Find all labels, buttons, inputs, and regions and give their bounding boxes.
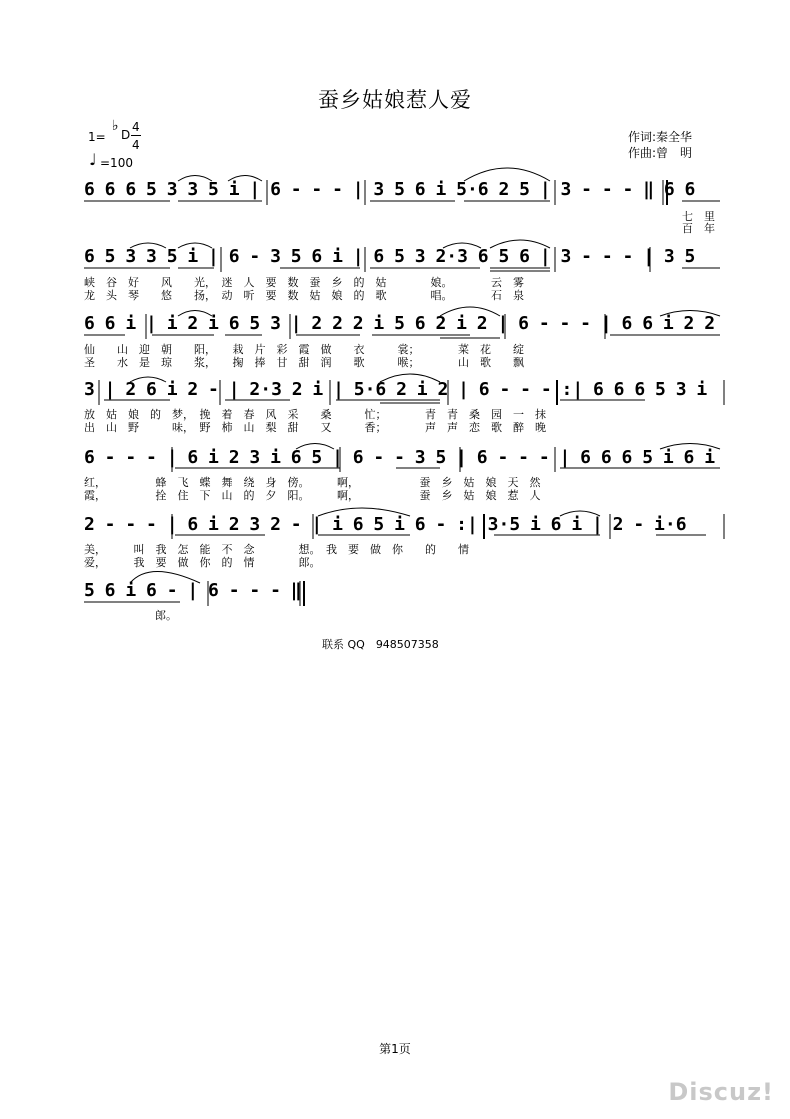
score-line-1-lyric-2: 百 年 bbox=[682, 222, 715, 235]
score-line-6-notes: 2 - - - | 6 i 2 3 2 - | i 6 5 i 6 - :| 3·5 i 6 i | 2 - i·6 bbox=[84, 514, 687, 535]
key-prefix: 1= bbox=[88, 130, 106, 144]
score-line-4-notes: 3 | 2 6 i 2 - | 2·3 2 i | 5·6 2 i 2 | 6 - - - :| 6 6 6 5 3 i bbox=[84, 379, 708, 400]
key-note: D bbox=[121, 128, 131, 142]
score-line-5-lyric-2: 霞， 拴 住 下 山 的 夕 阳。 啊， 蚕 乡 姑 娘 惹 人 bbox=[84, 489, 541, 502]
score-line-2-lyric-2: 龙 头 琴 悠 扬， 动 听 要 数 姑 娘 的 歌 唱。 石 泉 bbox=[84, 289, 524, 302]
score-line-3-lyric-2: 圣 水 是 琼 浆， 掬 捧 甘 甜 润 歌 喉； 山 歌 飘 bbox=[84, 356, 524, 369]
score-line-3-notes: 6 6 i | i 2 i 6 5 3 | 2 2 2 i 5 6 2 i 2 | 6 - - - | 6 6 i 2 2 bbox=[84, 313, 716, 334]
score-line-7-notes: 5 6 i 6 - | 6 - - - ‖ bbox=[84, 580, 302, 601]
flat-sign: ♭ bbox=[112, 118, 119, 134]
score-line-2-lyric-1: 峡 谷 好 风 光， 迷 人 要 数 蚕 乡 的 姑 娘。 云 雾 bbox=[84, 276, 524, 289]
tempo-text: =100 bbox=[100, 156, 133, 170]
score-line-2-notes: 6 5 3 3 5 i | 6 - 3 5 6 i | 6 5 3 2·3 6 5 6 | 3 - - - | 3 5 bbox=[84, 246, 696, 267]
time-signature-top: 4 bbox=[132, 120, 140, 134]
score-line-4-lyric-2: 出 山 野 味， 野 柿 山 梨 甜 又 香； 声 声 恋 歌 醉 晚 bbox=[84, 421, 546, 434]
score-line-4-lyric-1: 放 姑 娘 的 梦， 挽 着 春 风 采 桑 忙； 青 青 桑 园 一 抹 bbox=[84, 408, 546, 421]
footer-contact: 联系 QQ 948507358 bbox=[322, 638, 439, 651]
time-signature-bottom: 4 bbox=[132, 138, 140, 152]
watermark: Discuz! bbox=[668, 1078, 774, 1106]
score-line-6-lyric-1: 美， 叫 我 怎 能 不 念 想。 我 要 做 你 的 情 bbox=[84, 543, 469, 556]
song-title: 蚕乡姑娘惹人爱 bbox=[318, 88, 472, 112]
score-line-1-lyric-1: 七 里 bbox=[682, 210, 715, 223]
score-line-3-lyric-1: 仙 山 迎 朝 阳， 栽 片 彩 霞 做 衣 裳； 菜 花 绽 bbox=[84, 343, 524, 356]
composer-credit: 作曲:曾 明 bbox=[628, 146, 693, 160]
quarter-note-icon: ♩ bbox=[89, 150, 97, 169]
score-line-7-lyric-1: 郎。 bbox=[155, 609, 177, 622]
score-line-6-lyric-2: 爱， 我 要 做 你 的 情 郎。 bbox=[84, 556, 321, 569]
lyricist-credit: 作词:秦全华 bbox=[628, 130, 693, 144]
score-line-5-notes: 6 - - - | 6 i 2 3 i 6 5 | 6 - - 3 5 | 6 - - - | 6 6 6 5 i 6 i bbox=[84, 447, 716, 468]
page-number: 第1页 bbox=[379, 1042, 411, 1056]
score-line-1-notes: 6 6 6 5 3 3 5 i | 6 - - - | 3 5 6 i 5·6 2 5 | 3 - - - ‖ 6 6 bbox=[84, 179, 696, 200]
score-line-5-lyric-1: 红， 蜂 飞 蝶 舞 绕 身 傍。 啊， 蚕 乡 姑 娘 天 然 bbox=[84, 476, 541, 489]
